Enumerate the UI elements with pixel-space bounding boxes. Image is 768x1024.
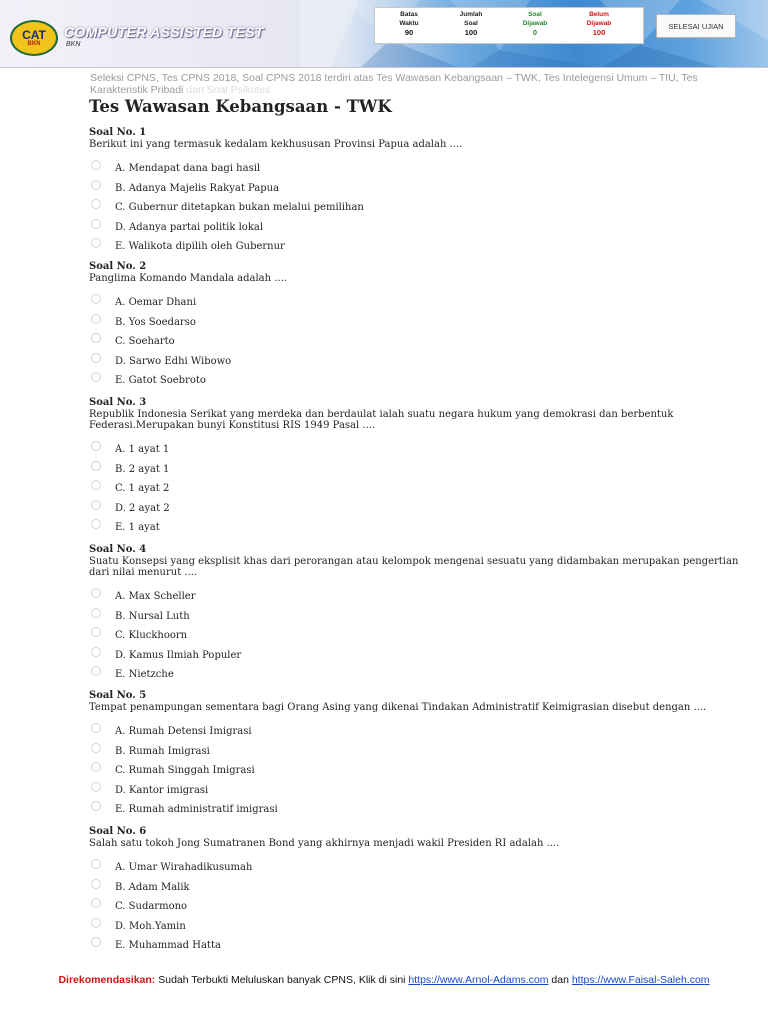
stat-label: Waktu — [399, 20, 419, 27]
question-number: Soal No. 6 — [89, 826, 147, 837]
stat-value: 90 — [404, 28, 414, 37]
question-number: Soal No. 2 — [89, 261, 147, 272]
cat-bkn-logo — [10, 20, 58, 56]
description-faint-text: dan Soal Psikotes — [186, 84, 271, 96]
option-label[interactable]: B. Adam Malik — [115, 881, 190, 893]
radio-button[interactable] — [91, 461, 101, 471]
answer-option[interactable] — [89, 374, 739, 394]
option-label[interactable]: B. Adanya Majelis Rakyat Papua — [115, 182, 280, 194]
option-label[interactable]: E. Gatot Soebroto — [115, 375, 206, 387]
logo-subtext: BKN — [27, 40, 41, 47]
answer-option[interactable] — [89, 201, 739, 221]
option-label[interactable]: E. Rumah administratif imigrasi — [115, 804, 278, 816]
radio-button[interactable] — [91, 647, 101, 657]
answer-option[interactable] — [89, 784, 739, 804]
radio-button[interactable] — [91, 199, 101, 209]
question-2 — [89, 261, 739, 394]
question-5 — [89, 690, 739, 823]
radio-button[interactable] — [91, 723, 101, 733]
answer-option[interactable] — [89, 900, 739, 920]
radio-button[interactable] — [91, 480, 101, 490]
answer-option[interactable] — [89, 668, 739, 688]
radio-button[interactable] — [91, 588, 101, 598]
answer-option[interactable] — [89, 629, 739, 649]
option-label[interactable]: A. Mendapat dana bagi hasil — [115, 163, 261, 174]
radio-button[interactable] — [91, 372, 101, 382]
footer-label: Direkomendasikan: — [58, 974, 156, 986]
answer-option[interactable] — [89, 745, 739, 765]
radio-button[interactable] — [91, 898, 101, 908]
recommendation-footer — [0, 974, 768, 986]
radio-button[interactable] — [91, 859, 101, 869]
stat-unanswered — [569, 8, 629, 38]
option-label[interactable]: D. Kamus Ilmiah Populer — [115, 649, 242, 661]
option-label[interactable]: A. Max Scheller — [115, 591, 196, 602]
question-6 — [89, 826, 739, 959]
option-label[interactable]: E. Walikota dipilih oleh Gubernur — [115, 241, 285, 253]
answer-option[interactable] — [89, 861, 739, 881]
answer-option[interactable] — [89, 502, 739, 522]
stat-label: Soal — [464, 20, 478, 27]
option-label[interactable]: B. 2 ayat 1 — [115, 463, 170, 475]
footer-text: Sudah Terbukti Meluluskan banyak CPNS, Klik di sini — [158, 974, 406, 986]
stat-answered — [505, 8, 565, 38]
radio-button[interactable] — [91, 353, 101, 363]
footer-and: dan — [551, 974, 569, 986]
stat-value: 100 — [592, 28, 606, 37]
radio-button[interactable] — [91, 238, 101, 248]
finish-exam-button[interactable]: SELESAI UJIAN — [656, 14, 736, 38]
description-text: Seleksi CPNS, Tes CPNS 2018, Soal CPNS 2018 terdiri atas Tes Wawasan Kebangsaan – TWK, Tes Intelegensi Umum – TIU, Tes Karakteristik Pribadi — [90, 72, 698, 96]
stat-time-limit — [379, 8, 439, 38]
answer-option[interactable] — [89, 920, 739, 940]
option-label[interactable]: E. 1 ayat — [115, 522, 160, 534]
logo-text: CAT — [22, 27, 46, 42]
radio-button[interactable] — [91, 627, 101, 637]
option-label[interactable]: C. Gubernur ditetapkan bukan melalui pemilihan — [115, 202, 364, 214]
radio-button[interactable] — [91, 180, 101, 190]
option-label[interactable]: B. Nursal Luth — [115, 610, 190, 622]
radio-button[interactable] — [91, 333, 101, 343]
exam-status-panel — [374, 7, 644, 44]
option-label[interactable]: A. Oemar Dhani — [115, 297, 197, 308]
footer-link-faisal-saleh[interactable]: https://www.Faisal-Saleh.com — [571, 974, 710, 986]
app-header — [0, 0, 768, 68]
answer-option[interactable] — [89, 610, 739, 630]
stat-label: Dijawab — [522, 20, 548, 27]
stat-label: Batas — [400, 11, 418, 18]
app-subtitle: BKN — [66, 41, 81, 48]
answer-option[interactable] — [89, 240, 739, 260]
option-label[interactable]: B. Rumah Imigrasi — [115, 745, 210, 757]
question-text: Panglima Komando Mandala adalah .... — [89, 273, 287, 284]
answer-option[interactable] — [89, 881, 739, 901]
question-4 — [89, 544, 739, 688]
option-label[interactable]: D. Kantor imigrasi — [115, 784, 209, 796]
radio-button[interactable] — [91, 441, 101, 451]
answer-option[interactable] — [89, 482, 739, 502]
stat-value: 0 — [532, 28, 538, 37]
footer-link-arnol-adams[interactable]: https://www.Arnol-Adams.com — [408, 974, 549, 986]
question-text: Republik Indonesia Serikat yang merdeka dan berdaulat ialah suatu negara hukum yang demokrasi dan berbentuk Federasi.Merupakan bunyi Konstitusi RIS 1949 Pasal .... — [89, 409, 674, 431]
stat-label: Soal — [528, 11, 542, 18]
answer-option[interactable] — [89, 649, 739, 669]
option-label[interactable]: A. Rumah Detensi Imigrasi — [115, 726, 252, 737]
option-label[interactable]: C. Sudarmono — [115, 901, 188, 913]
radio-button[interactable] — [91, 879, 101, 889]
option-label[interactable]: C. Soeharto — [115, 336, 175, 348]
radio-button[interactable] — [91, 160, 101, 170]
option-label[interactable]: B. Yos Soedarso — [115, 316, 196, 328]
page-title: Tes Wawasan Kebangsaan - TWK — [89, 97, 392, 116]
option-label[interactable]: E. Muhammad Hatta — [115, 940, 221, 952]
option-label[interactable]: E. Nietzche — [115, 669, 174, 681]
radio-button[interactable] — [91, 314, 101, 324]
answer-option[interactable] — [89, 764, 739, 784]
answer-option[interactable] — [89, 463, 739, 483]
answer-option[interactable] — [89, 296, 739, 316]
question-text: Berikut ini yang termasuk kedalam kekhususan Provinsi Papua adalah .... — [89, 139, 463, 150]
radio-button[interactable] — [91, 608, 101, 618]
question-3 — [89, 397, 739, 541]
question-1 — [89, 127, 739, 260]
question-text: Tempat penampungan sementara bagi Orang Asing yang dikenai Tindakan Administratif Keimigrasian disebut dengan .... — [89, 702, 707, 713]
option-label[interactable]: C. Kluckhoorn — [115, 630, 188, 642]
answer-option[interactable] — [89, 162, 739, 182]
stat-label: Jumlah — [459, 11, 483, 18]
option-label[interactable]: C. 1 ayat 2 — [115, 483, 170, 495]
stat-label: Belum — [589, 11, 609, 18]
stat-total-questions — [441, 8, 501, 38]
radio-button[interactable] — [91, 801, 101, 811]
option-label[interactable]: D. Adanya partai politik lokal — [115, 221, 264, 233]
answer-option[interactable] — [89, 725, 739, 745]
option-label[interactable]: C. Rumah Singgah Imigrasi — [115, 765, 255, 777]
answer-option[interactable] — [89, 443, 739, 463]
option-label[interactable]: D. 2 ayat 2 — [115, 502, 170, 514]
answer-option[interactable] — [89, 803, 739, 823]
question-number: Soal No. 1 — [89, 127, 147, 138]
radio-button[interactable] — [91, 519, 101, 529]
answer-option[interactable] — [89, 939, 739, 959]
question-number: Soal No. 5 — [89, 690, 147, 701]
answer-option[interactable] — [89, 316, 739, 336]
question-number: Soal No. 3 — [89, 397, 147, 408]
stat-label: Dijawab — [586, 20, 612, 27]
radio-button[interactable] — [91, 937, 101, 947]
page-description — [90, 72, 730, 96]
option-label[interactable]: D. Moh.Yamin — [115, 920, 186, 932]
radio-button[interactable] — [91, 666, 101, 676]
answer-option[interactable] — [89, 355, 739, 375]
question-text: Salah satu tokoh Jong Sumatranen Bond yang akhirnya menjadi wakil Presiden RI adalah .... — [89, 838, 560, 849]
radio-button[interactable] — [91, 762, 101, 772]
question-number: Soal No. 4 — [89, 544, 147, 555]
radio-button[interactable] — [91, 219, 101, 229]
stat-value: 100 — [464, 28, 478, 37]
answer-option[interactable] — [89, 221, 739, 241]
radio-button[interactable] — [91, 500, 101, 510]
radio-button[interactable] — [91, 294, 101, 304]
option-label[interactable]: D. Sarwo Edhi Wibowo — [115, 355, 232, 367]
radio-button[interactable] — [91, 918, 101, 928]
answer-option[interactable] — [89, 521, 739, 541]
question-text: Suatu Konsepsi yang eksplisit khas dari perorangan atau kelompok mengenai sesuatu yang didambakan merupakan pengertian dari nilai menurut .... — [89, 556, 739, 578]
answer-option[interactable] — [89, 335, 739, 355]
answer-option[interactable] — [89, 182, 739, 202]
radio-button[interactable] — [91, 782, 101, 792]
answer-option[interactable] — [89, 590, 739, 610]
app-title: COMPUTER ASSISTED TEST — [64, 24, 264, 40]
option-label[interactable]: A. Umar Wirahadikusumah — [115, 862, 253, 873]
radio-button[interactable] — [91, 743, 101, 753]
option-label[interactable]: A. 1 ayat 1 — [115, 444, 170, 455]
